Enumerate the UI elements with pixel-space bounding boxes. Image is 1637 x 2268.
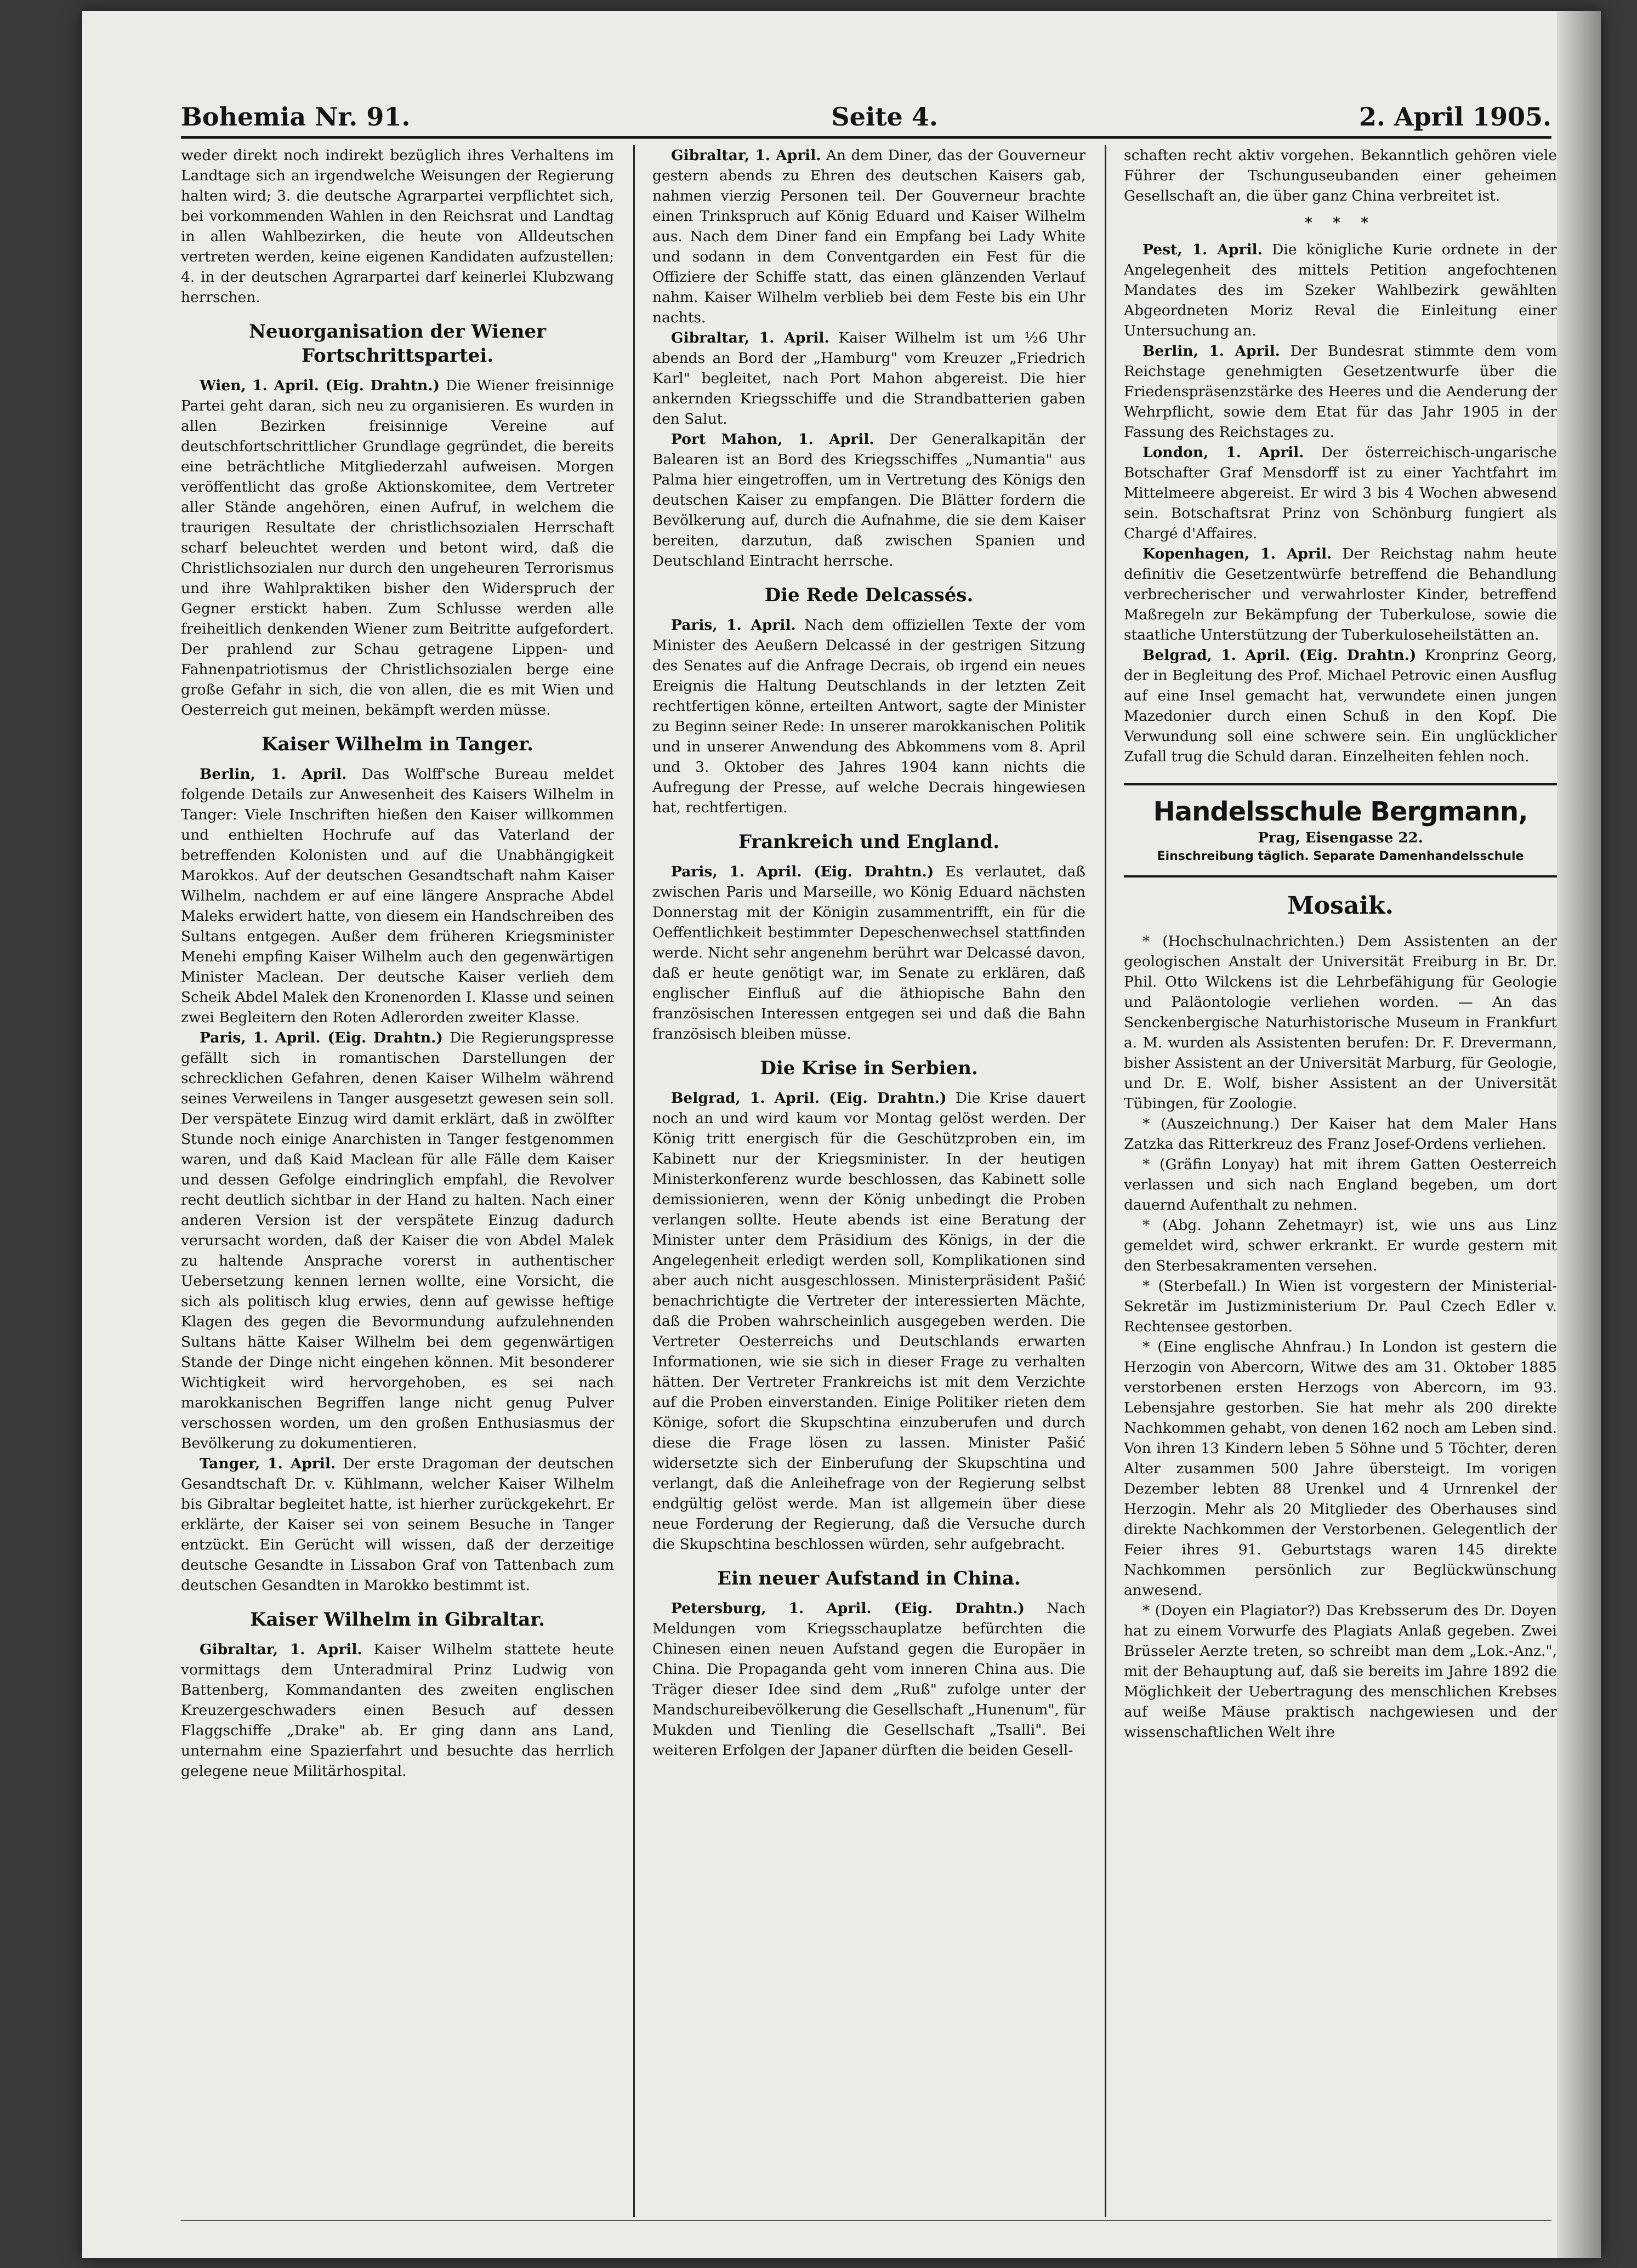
article-paragraph: Wien, 1. April. (Eig. Drahtn.) Die Wiener freisinnige Partei geht daran, sich neu zu organisieren. Es wurden in allen Bezirken freisinnige Vereine auf deutschfortschrittlicher Grundlage gegründet, die bereits eine beträchtliche Mitgliederzahl aufweisen. Morgen veröffentlicht das große Aktionskomitee, dem Vertreter aller Stände angehören, einen Aufruf, in welchem die traurigen Resultate der christlichsozialen Herrschaft scharf beleuchtet werden und betont wird, daß die Christlichsozialen nur durch den ungeheuren Terrorismus und ihre Wahlpraktiken bisher den Widerspruch der Gegner erstickt haben. Zum Schlusse werden alle freiheitlich denkenden Wiener zum Beitritte aufgefordert. Der prahlend zur Schau getragene Lippen- und Fahnenpatriotismus der Christlichsozialen berge eine große Gefahr in sich, die von allen, die es mit Wien und Oesterreich gut meinen, bekämpft werden müsse. <box>181 377 614 719</box>
article-paragraph: Gibraltar, 1. April. Kaiser Wilhelm stattete heute vormittags dem Unteradmiral Prinz Ludwig von Battenberg, Kommandanten des zweiten englischen Kreuzergeschwaders einen Besuch auf dessen Flaggschiffe „Drake" ab. Er ging dann ans Land, unternahm eine Spazierfahrt und besuchte das herrlich gelegene neue Militärhospital. <box>181 1641 614 1780</box>
column-rule-1 <box>633 145 635 2217</box>
dateline: Gibraltar, 1. April. <box>671 147 821 164</box>
column-2 <box>652 145 1085 2217</box>
article-heading: Kaiser Wilhelm in Gibraltar. <box>250 1609 545 1631</box>
footer-rule <box>181 2220 1551 2221</box>
article-paragraph: Kopenhagen, 1. April. Der Reichstag nahm heute definitiv die Gesetzentwürfe betreffend die Behandlung verbrecherischer und verwahrloster Kinder, betreffend Maßregeln zur Bekämpfung der Tuberkulose, sowie die staatliche Unterstützung der Tuberkuloseheilstätten an. <box>1124 545 1557 643</box>
ad-address: Prag, Eisengasse 22. <box>1258 830 1423 846</box>
mosaik-item: * (Gräfin Lonyay) hat mit ihrem Gatten Oesterreich verlassen und sich nach England begeben, um dort dauernd Aufenthalt zu nehmen. <box>1124 1156 1557 1213</box>
continued-text: schaften recht aktiv vorgehen. Bekanntlich gehören viele Führer der Tschunguseubanden einer geheimen Gesellschaft an, die über ganz China verbreitet ist. <box>1124 147 1557 204</box>
continued-text: weder direkt noch indirekt bezüglich ihres Verhaltens im Landtage sich an irgendwelche Weisungen der Regierung halten wird; 3. die deutsche Agrarpartei verpflichtet sich, bei vorkommenden Wahlen in den Reichsrat und Landtag in allen Wahlbezirken, die heute von Alldeutschen vertreten werden, keine eigenen Kandidaten aufzustellen; 4. in der deutschen Agrarpartei darf keinerlei Klubzwang herrschen. <box>181 147 614 306</box>
article-paragraph: Paris, 1. April. (Eig. Drahtn.) Es verlautet, daß zwischen Paris und Marseille, wo König Eduard nächsten Donnerstag mit der Königin zusammentrifft, ein für die Oeffentlichkeit bestimmter Depeschenwechsel stattfinden werde. Nicht sehr angenehm berührt war Delcassé davon, daß er heute genötigt war, im Senate zu erklären, daß englischer Einfluß auf die äthiopische Bahn den französischen Interessen entgegen sei und daß die Bahn französisch bleiben müsse. <box>652 863 1085 1042</box>
dateline: Berlin, 1. April. <box>200 766 347 783</box>
page-number: Seite 4. <box>831 102 938 132</box>
section-heading-mosaik: Mosaik. <box>1287 892 1394 920</box>
article-paragraph: Pest, 1. April. Die königliche Kurie ordnete in der Angelegenheit des mittels Petition angefochtenen Mandates des im Szeker Wahlbezirk gewählten Abgeordneten Moriz Reval die Einleitung einer Untersuchung an. <box>1124 241 1557 339</box>
dateline: Gibraltar, 1. April. <box>671 329 829 346</box>
article-paragraph: Tanger, 1. April. Der erste Dragoman der deutschen Gesandtschaft Dr. v. Kühlmann, welcher Kaiser Wilhelm bis Gibraltar begleitet hatte, ist hierher zurückgekehrt. Er erklärte, der Kaiser sei von seinem Besuche in Tanger entzückt. Ein Gerücht will wissen, daß der derzeitige deutsche Gesandte in Lissabon Graf von Tattenbach zum deutschen Gesandten in Marokko bestimmt ist. <box>181 1455 614 1594</box>
article-paragraph: Gibraltar, 1. April. Kaiser Wilhelm ist um ½6 Uhr abends an Bord der „Hamburg" vom Kreuzer „Friedrich Karl" begleitet, nach Port Mahon abgereist. Die hier ankernden Kriegsschiffe und die Strandbatterien gaben den Salut. <box>652 329 1085 428</box>
dateline: Belgrad, 1. April. (Eig. Drahtn.) <box>1143 647 1417 664</box>
dateline: Kopenhagen, 1. April. <box>1143 545 1332 562</box>
article-heading: Kaiser Wilhelm in Tanger. <box>262 733 533 755</box>
article-paragraph: Berlin, 1. April. Der Bundesrat stimmte dem vom Reichstage genehmigten Gesetzentwurfe über die Friedenspräsenzstärke des Heeres und die Aenderung der Wehrpflicht, sowie dem Etat für das Jahr 1905 in der Fassung des Reichstages zu. <box>1124 343 1557 441</box>
ad-title: Handelsschule Bergmann, <box>1153 796 1528 827</box>
article-paragraph: Belgrad, 1. April. (Eig. Drahtn.) Die Krise dauert noch an und wird kaum vor Montag gelöst werden. Der König tritt energisch für die Geschützproben ein, im Kabinett nur der Kriegsminister. In der heutigen Ministerkonferenz wurde beschlossen, das Kabinett solle demissionieren, wenn der König unbedingt die Proben verlangen sollte. Heute abends ist eine Beratung der Minister unter dem Präsidium des Königs, in der die Angelegenheit erledigt werden soll, Komplikationen sind aber auch nicht ausgeschlossen. Ministerpräsident Pašić benachrichtigte die Vertreter der interessierten Mächte, daß die Proben wahrscheinlich ausgegeben werden. Die Vertreter Oesterreichs und Deutschlands erwarten Informationen, wie sie sich in dieser Frage zu verhalten hätten. Der Vertreter Frankreichs ist mit dem Verzichte auf die Proben einverstanden. Einige Politiker rieten dem Könige, sofort die Skupschtina einzuberufen und durch diese die Frage lösen zu lassen. Minister Pašić widersetzte sich der Einberufung der Skupschtina und verlangt, daß die Anleihefrage von der Regierung selbst endgültig gelöst werde. Man ist allgemein über diese neue Forderung der Regierung, daß die Versuche durch die Skupschtina beschlossen würden, sehr aufgebracht. <box>652 1090 1085 1553</box>
column-rule-2 <box>1105 145 1106 2217</box>
dateline: Paris, 1. April. <box>671 617 796 634</box>
article-heading: Ein neuer Aufstand in China. <box>717 1568 1021 1589</box>
mosaik-item: * (Doyen ein Plagiator?) Das Krebsserum des Dr. Doyen hat zu einem Vorwurfe des Plagiats Anlaß gegeben. Zwei Brüsseler Aerzte treten, so schreibt man dem „Lok.-Anz.", mit der Behauptung auf, daß sie bereits im Jahre 1892 die Möglichkeit der Uebertragung des menschlichen Krebses auf weiße Mäuse praktisch nachgewiesen und der wissenschaftlichen Welt ihre <box>1124 1602 1557 1741</box>
dateline: Paris, 1. April. (Eig. Drahtn.) <box>200 1029 443 1046</box>
page-edge-shadow <box>1557 11 1601 2258</box>
article-paragraph: Belgrad, 1. April. (Eig. Drahtn.) Kronprinz Georg, der in Begleitung des Prof. Michael Petrovic einen Ausflug auf eine Insel gemacht hat, verwundete einen jungen Mazedonier durch einen Schuß in den Kopf. Die Verwundung soll eine schwere sein. Ein unglücklicher Zufall trug die Schuld daran. Einzelheiten fehlen noch. <box>1124 647 1557 765</box>
mosaik-item: * (Auszeichnung.) Der Kaiser hat dem Maler Hans Zatzka das Ritterkreuz des Franz Josef-Ordens verliehen. <box>1124 1115 1557 1153</box>
section-separator-stars: * * * <box>1304 214 1377 231</box>
article-paragraph: Paris, 1. April. Nach dem offiziellen Texte der vom Minister des Aeußern Delcassé in der gestrigen Sitzung des Senates auf die Anfrage Decrais, ob irgend ein neues Ereignis die Haltung Deutschlands in der letzten Zeit rechtfertigen könne, erteilten Antwort, sagte der Minister zu Beginn seiner Rede: In unserer marokkanischen Politik und in unserer Anwendung des Abkommens vom 8. April und 3. Oktober des Jahres 1904 kann nichts die Aufregung der Presse, auf welche Decrais hingewiesen hat, rechtfertigen. <box>652 617 1085 816</box>
paper-name: Bohemia Nr. 91. <box>181 102 411 132</box>
column-3 <box>1124 145 1557 2217</box>
dateline: Gibraltar, 1. April. <box>200 1641 362 1658</box>
dateline: Tanger, 1. April. <box>200 1455 336 1472</box>
dateline: Port Mahon, 1. April. <box>671 431 874 448</box>
article-paragraph: Paris, 1. April. (Eig. Drahtn.) Die Regierungspresse gefällt sich in romantischen Darstellungen der schrecklichen Gefahren, denen Kaiser Wilhelm während seines Verweilens in Tanger ausgesetzt gewesen sein soll. Der verspätete Einzug wird damit erklärt, daß in zwölfter Stunde noch einige Anarchisten in Tanger festgenommen waren, und daß Kaid Maclean für alle Fälle dem Kaiser und dessen Gefolge eindringlich empfahl, die Revolver recht deutlich sichtbar in der Hand zu halten. Nach einer anderen Version ist der verspätete Einzug dadurch verursacht worden, daß der Kaiser die von Abdel Malek zu haltende Ansprache vorerst in authentischer Uebersetzung kennen lernen wollte, eine Vorsicht, die sich als politisch klug erwies, denn auf gewisse heftige Klagen des gegen die Bevormundung aufzulehnenden Sultans hätte Kaiser Wilhelm bei dem gegenwärtigen Stande der Dinge nicht eingehen können. Mit besonderer Wichtigkeit wird hervorgehoben, es sei nach marokkanischen Begriffen lange nicht genug Pulver verschossen worden, um den großen Enthusiasmus der Bevölkerung zu dokumentieren. <box>181 1029 614 1452</box>
article-paragraph: Berlin, 1. April. Das Wolff'sche Bureau meldet folgende Details zur Anwesenheit des Kaisers Wilhelm in Tanger: Viele Inschriften hießen den Kaiser willkommen und enthielten Hochrufe auf das Vaterland der betreffenden Kolonisten und auf die Unabhängigkeit Marokkos. Auf der deutschen Gesandtschaft nahm Kaiser Wilhelm, nachdem er auf eine längere Ansprache Abdel Maleks erwidert hatte, von diesem ein Handschreiben des Sultans entgegen. Außer dem früheren Kriegsminister Menehi empfing Kaiser Wilhelm auch den gegenwärtigen Minister Maclean. Der deutsche Kaiser verlieh dem Scheik Abdel Malek den Kronenorden I. Klasse und seinen zwei Begleitern den Roten Adlerorden zweiter Klasse. <box>181 766 614 1026</box>
dateline: Petersburg, 1. April. (Eig. Drahtn.) <box>671 1600 1025 1617</box>
dateline: Berlin, 1. April. <box>1143 343 1280 360</box>
newspaper-page <box>82 11 1601 2258</box>
mosaik-item: * (Eine englische Ahnfrau.) In London ist gestern die Herzogin von Abercorn, Witwe des am 31. Oktober 1885 verstorbenen ersten Herzogs von Abercorn, im 93. Lebensjahre gestorben. Sie hat mehr als 200 direkte Nachkommen gehabt, von denen 162 noch am Leben sind. Von ihren 13 Kindern leben 5 Söhne und 5 Töchter, deren Alter zusammen 500 Jahre übersteigt. Im vorigen Dezember lebten 88 Urenkel und 4 Urnrenkel der Herzogin. Mehr als 20 Mitglieder des Oberhauses sind direkte Nachkommen der Verstorbenen. Gelegentlich der Feier ihres 91. Geburtstags waren 145 direkte Nachkommen persönlich zur Beglückwünschung anwesend. <box>1124 1338 1557 1599</box>
article-paragraph: London, 1. April. Der österreichisch-ungarische Botschafter Graf Mensdorff ist zu einer Yachtfahrt im Mittelmeere abgereist. Er wird 3 bis 4 Wochen abwesend sein. Botschaftsrat Prinz von Schönburg fungiert als Chargé d'Affaires. <box>1124 444 1557 542</box>
dateline: Paris, 1. April. (Eig. Drahtn.) <box>671 863 934 880</box>
advertisement <box>1124 783 1557 877</box>
dateline: Wien, 1. April. (Eig. Drahtn.) <box>200 377 440 394</box>
masthead-line <box>181 93 1551 132</box>
article-paragraph: Petersburg, 1. April. (Eig. Drahtn.) Nach Meldungen vom Kriegsschauplatze befürchten die Chinesen einen neuen Aufstand gegen die Europäer in China. Die Propaganda geht vom inneren China aus. Die Träger dieser Idee sind dem „Ruß" zufolge unter der Mandschureibevölkerung die Gesellschaft „Hunenum", für Mukden und Tienling die Gesellschaft „Tsalli". Bei weiteren Erfolgen der Japaner dürften die beiden Gesell- <box>652 1600 1085 1759</box>
article-heading: Die Krise in Serbien. <box>760 1057 978 1079</box>
mosaik-item: * (Hochschulnachrichten.) Dem Assistenten an der geologischen Anstalt der Universität Freiburg in Br. Dr. Phil. Otto Wilckens ist die Lehrbefähigung für Geologie und Paläontologie verliehen worden. — An das Senckenbergische Naturhistorische Museum in Frankfurt a. M. wurden als Assistenten berufen: Dr. F. Drevermann, bisher Assistent an der Universität Marburg, für Geologie, und Dr. E. Wolf, bisher Assistent an der Universität Tübingen, für Zoologie. <box>1124 933 1557 1112</box>
article-heading: Neuorganisation der Wiener Fortschrittspartei. <box>248 321 547 367</box>
mosaik-item: * (Sterbefall.) In Wien ist vorgestern der Ministerial-Sekretär im Justizministerium Dr. Paul Czech Edler v. Rechtensee gestorben. <box>1124 1278 1557 1335</box>
dateline: Pest, 1. April. <box>1143 241 1263 258</box>
dateline: Belgrad, 1. April. (Eig. Drahtn.) <box>671 1090 947 1107</box>
column-1 <box>181 145 614 2217</box>
header-rule <box>181 136 1551 139</box>
article-paragraph: Port Mahon, 1. April. Der Generalkapitän der Balearen ist an Bord des Kriegsschiffes „Numantia" aus Palma hier eingetroffen, um in Vertretung des Königs den deutschen Kaiser zu empfangen. Die Blätter fordern die Bevölkerung auf, durch die Aufnahme, die sie dem Kaiser bereiten, darzutun, daß zwischen Spanien und Deutschland Eintracht herrsche. <box>652 431 1085 569</box>
article-paragraph: Gibraltar, 1. April. An dem Diner, das der Gouverneur gestern abends zu Ehren des deutschen Kaisers gab, nahmen vierzig Personen teil. Der Gouverneur brachte einen Trinkspruch auf König Eduard und Kaiser Wilhelm aus. Nach dem Diner fand ein Empfang bei Lady White und sodann in dem Conventgarden ein Fest für die Offiziere der Schiffe statt, das einen glänzenden Verlauf nahm. Kaiser Wilhelm verblieb bei dem Feste bis ein Uhr nachts. <box>652 147 1085 326</box>
ad-note: Einschreibung täglich. Separate Damenhandelsschule <box>1157 850 1524 863</box>
article-heading: Die Rede Delcassés. <box>764 584 974 606</box>
dateline: London, 1. April. <box>1143 444 1304 461</box>
mosaik-item: * (Abg. Johann Zehetmayr) ist, wie uns aus Linz gemeldet wird, schwer erkrankt. Er wurde gestern mit den Sterbesakramenten versehen. <box>1124 1217 1557 1274</box>
issue-date: 2. April 1905. <box>1359 102 1551 132</box>
article-heading: Frankreich und England. <box>738 831 1000 853</box>
